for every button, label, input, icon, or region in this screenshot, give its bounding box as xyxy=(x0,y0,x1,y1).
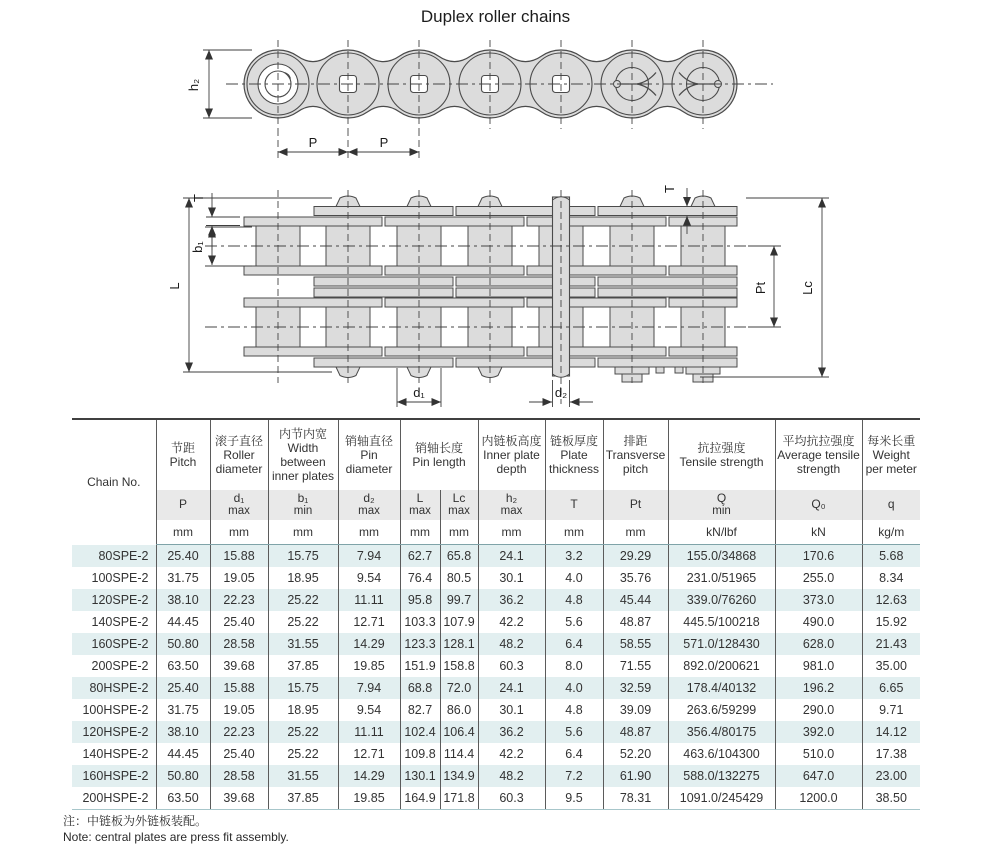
dim-label-h2: h₂ xyxy=(186,78,201,92)
value-cell: 42.2 xyxy=(478,743,545,765)
value-cell: 7.94 xyxy=(338,677,400,699)
duplex-chain-plan xyxy=(244,196,737,382)
value-cell: 60.3 xyxy=(478,787,545,810)
value-cell: 25.22 xyxy=(268,721,338,743)
value-cell: 12.71 xyxy=(338,611,400,633)
column-header-5: 内链板高度 Inner plate depth xyxy=(478,419,545,490)
value-cell: 647.0 xyxy=(775,765,862,787)
value-cell: 1200.0 xyxy=(775,787,862,810)
value-cell: 5.6 xyxy=(545,611,603,633)
value-cell: 48.2 xyxy=(478,633,545,655)
page-title: Duplex roller chains xyxy=(420,7,571,26)
value-cell: 61.90 xyxy=(603,765,668,787)
dim-label-T-right: T xyxy=(662,185,677,193)
value-cell: 23.00 xyxy=(862,765,920,787)
column-header-10: 每米长重 Weight per meter xyxy=(862,419,920,490)
value-cell: 102.4 xyxy=(400,721,440,743)
unit-header-3: mm xyxy=(338,520,400,545)
value-cell: 36.2 xyxy=(478,721,545,743)
value-cell: 3.2 xyxy=(545,545,603,568)
chain-no-cell: 200SPE-2 xyxy=(91,659,149,673)
unit-header-1: mm xyxy=(210,520,268,545)
value-cell: 981.0 xyxy=(775,655,862,677)
value-cell: 18.95 xyxy=(268,699,338,721)
outer-plate xyxy=(598,288,737,297)
value-cell: 25.40 xyxy=(156,677,210,699)
dim-label-b1: b₁ xyxy=(190,241,205,253)
value-cell: 9.5 xyxy=(545,787,603,810)
value-cell: 48.2 xyxy=(478,765,545,787)
chain-no-cell: 160SPE-2 xyxy=(91,637,149,651)
column-header-2: 内节内宽 Width between inner plates xyxy=(268,419,338,490)
outer-plate xyxy=(314,277,453,286)
chain-no-cell: 200HSPE-2 xyxy=(72,787,156,810)
value-cell: 38.10 xyxy=(156,721,210,743)
inner-plate xyxy=(527,217,666,226)
value-cell: 65.8 xyxy=(440,545,478,568)
dim-label-Lc: Lc xyxy=(800,281,815,295)
value-cell: 36.2 xyxy=(478,589,545,611)
value-cell: 63.50 xyxy=(156,787,210,810)
value-cell: 45.44 xyxy=(603,589,668,611)
column-header-0: 节距 Pitch xyxy=(156,419,210,490)
inner-plate xyxy=(527,298,666,307)
value-cell: 5.6 xyxy=(545,721,603,743)
value-cell: 25.22 xyxy=(268,743,338,765)
value-cell: 9.54 xyxy=(338,699,400,721)
value-cell: 14.29 xyxy=(338,633,400,655)
unit-header-9: kN/lbf xyxy=(668,520,775,545)
value-cell: 15.75 xyxy=(268,545,338,568)
value-cell: 109.8 xyxy=(400,743,440,765)
outer-plate xyxy=(456,288,595,297)
value-cell: 38.10 xyxy=(156,589,210,611)
outer-plate xyxy=(456,277,595,286)
value-cell: 44.45 xyxy=(156,743,210,765)
value-cell: 42.2 xyxy=(478,611,545,633)
value-cell: 128.1 xyxy=(440,633,478,655)
value-cell: 31.55 xyxy=(268,765,338,787)
column-header-9: 平均抗拉强度 Average tensile strength xyxy=(775,419,862,490)
value-cell: 22.23 xyxy=(210,721,268,743)
inner-plate xyxy=(244,217,382,226)
chain-no-cell: 80SPE-2 xyxy=(98,548,149,563)
value-cell: 373.0 xyxy=(775,589,862,611)
value-cell: 445.5/100218 xyxy=(668,611,775,633)
value-cell: 4.8 xyxy=(545,589,603,611)
symbol-header-7: T xyxy=(545,490,603,520)
unit-header-5: mm xyxy=(440,520,478,545)
footnote-en: Note: central plates are press fit assembly. xyxy=(63,830,289,845)
value-cell: 28.58 xyxy=(210,765,268,787)
value-cell: 82.7 xyxy=(400,699,440,721)
value-cell: 171.8 xyxy=(440,787,478,810)
value-cell: 263.6/59299 xyxy=(668,699,775,721)
value-cell: 339.0/76260 xyxy=(668,589,775,611)
value-cell: 1091.0/245429 xyxy=(668,787,775,810)
dim-label-Pt: Pt xyxy=(753,281,768,295)
chain-no-header: Chain No. xyxy=(87,475,141,490)
column-header-3: 销轴直径 Pin diameter xyxy=(338,419,400,490)
value-cell: 8.0 xyxy=(545,655,603,677)
value-cell: 72.0 xyxy=(440,677,478,699)
table-row xyxy=(72,655,920,677)
value-cell: 9.54 xyxy=(338,567,400,589)
table-row xyxy=(72,611,920,633)
dim-label-T-left: T xyxy=(191,194,206,202)
value-cell: 25.22 xyxy=(268,611,338,633)
value-cell: 19.85 xyxy=(338,787,400,810)
value-cell: 392.0 xyxy=(775,721,862,743)
value-cell: 44.45 xyxy=(156,611,210,633)
value-cell: 130.1 xyxy=(400,765,440,787)
value-cell: 134.9 xyxy=(440,765,478,787)
value-cell: 19.85 xyxy=(338,655,400,677)
table-row xyxy=(72,699,920,721)
dim-label-p-left: P xyxy=(308,135,318,150)
value-cell: 76.4 xyxy=(400,567,440,589)
value-cell: 30.1 xyxy=(478,699,545,721)
value-cell: 231.0/51965 xyxy=(668,567,775,589)
table-row xyxy=(72,633,920,655)
value-cell: 30.1 xyxy=(478,567,545,589)
symbol-header-0: P xyxy=(156,490,210,520)
value-cell: 588.0/132275 xyxy=(668,765,775,787)
value-cell: 11.11 xyxy=(338,721,400,743)
value-cell: 48.87 xyxy=(603,721,668,743)
value-cell: 628.0 xyxy=(775,633,862,655)
value-cell: 31.75 xyxy=(156,699,210,721)
value-cell: 15.88 xyxy=(210,545,268,568)
value-cell: 12.63 xyxy=(862,589,920,611)
value-cell: 107.9 xyxy=(440,611,478,633)
symbol-header-4: L max xyxy=(400,490,440,520)
spec-table-wrap xyxy=(72,418,920,810)
chain-no-cell: 80HSPE-2 xyxy=(89,681,149,695)
table-row xyxy=(72,765,920,787)
inner-plate xyxy=(527,347,666,356)
value-cell: 158.8 xyxy=(440,655,478,677)
unit-header-7: mm xyxy=(545,520,603,545)
table-row xyxy=(72,787,920,810)
value-cell: 19.05 xyxy=(210,699,268,721)
footnotes xyxy=(63,813,289,845)
value-cell: 86.0 xyxy=(440,699,478,721)
value-cell: 11.11 xyxy=(338,589,400,611)
value-cell: 164.9 xyxy=(400,787,440,810)
value-cell: 95.8 xyxy=(400,589,440,611)
value-cell: 22.23 xyxy=(210,589,268,611)
value-cell: 50.80 xyxy=(156,765,210,787)
value-cell: 19.05 xyxy=(210,567,268,589)
footnote-cn: 注：中链板为外链板装配。 xyxy=(63,814,208,828)
value-cell: 15.75 xyxy=(268,677,338,699)
table-row xyxy=(72,589,920,611)
inner-plate xyxy=(385,217,524,226)
value-cell: 99.7 xyxy=(440,589,478,611)
value-cell: 31.55 xyxy=(268,633,338,655)
outer-plate xyxy=(314,358,453,367)
side-view-drawing xyxy=(0,28,991,168)
inner-plate xyxy=(385,298,524,307)
inner-plate xyxy=(244,347,382,356)
value-cell: 8.34 xyxy=(862,567,920,589)
value-cell: 29.29 xyxy=(603,545,668,568)
value-cell: 25.22 xyxy=(268,589,338,611)
symbol-header-8: Pt xyxy=(603,490,668,520)
value-cell: 14.29 xyxy=(338,765,400,787)
value-cell: 155.0/34868 xyxy=(668,545,775,568)
value-cell: 80.5 xyxy=(440,567,478,589)
unit-header-4: mm xyxy=(400,520,440,545)
value-cell: 7.94 xyxy=(338,545,400,568)
value-cell: 18.95 xyxy=(268,567,338,589)
value-cell: 48.87 xyxy=(603,611,668,633)
value-cell: 15.92 xyxy=(862,611,920,633)
value-cell: 32.59 xyxy=(603,677,668,699)
value-cell: 21.43 xyxy=(862,633,920,655)
column-header-7: 排距 Transverse pitch xyxy=(603,419,668,490)
unit-header-8: mm xyxy=(603,520,668,545)
value-cell: 463.6/104300 xyxy=(668,743,775,765)
inner-plate xyxy=(244,298,382,307)
value-cell: 71.55 xyxy=(603,655,668,677)
plan-view-drawing xyxy=(0,168,991,415)
value-cell: 52.20 xyxy=(603,743,668,765)
value-cell: 170.6 xyxy=(775,545,862,568)
value-cell: 4.8 xyxy=(545,699,603,721)
value-cell: 68.8 xyxy=(400,677,440,699)
unit-header-0: mm xyxy=(156,520,210,545)
value-cell: 106.4 xyxy=(440,721,478,743)
chain-no-cell: 140SPE-2 xyxy=(91,615,149,629)
value-cell: 4.0 xyxy=(545,567,603,589)
chain-no-cell: 100SPE-2 xyxy=(91,571,149,585)
value-cell: 39.09 xyxy=(603,699,668,721)
value-cell: 78.31 xyxy=(603,787,668,810)
outer-plate xyxy=(456,207,595,216)
value-cell: 196.2 xyxy=(775,677,862,699)
value-cell: 178.4/40132 xyxy=(668,677,775,699)
value-cell: 37.85 xyxy=(268,787,338,810)
outer-plate xyxy=(314,288,453,297)
table-row xyxy=(72,743,920,765)
table-row xyxy=(72,545,920,568)
dim-label-d2: d₂ xyxy=(554,385,568,400)
unit-header-2: mm xyxy=(268,520,338,545)
inner-plate xyxy=(244,266,382,275)
value-cell: 58.55 xyxy=(603,633,668,655)
symbol-header-3: d₂ max xyxy=(338,490,400,520)
value-cell: 35.00 xyxy=(862,655,920,677)
table-row xyxy=(72,677,920,699)
column-header-8: 抗拉强度 Tensile strength xyxy=(668,419,775,490)
inner-plate xyxy=(385,347,524,356)
value-cell: 31.75 xyxy=(156,567,210,589)
value-cell: 38.50 xyxy=(862,787,920,810)
chain-no-cell: 160HSPE-2 xyxy=(82,769,149,783)
outer-plate xyxy=(598,277,737,286)
value-cell: 103.3 xyxy=(400,611,440,633)
value-cell: 25.40 xyxy=(210,611,268,633)
value-cell: 123.3 xyxy=(400,633,440,655)
value-cell: 62.7 xyxy=(400,545,440,568)
spec-table xyxy=(72,418,920,810)
value-cell: 290.0 xyxy=(775,699,862,721)
dim-label-L: L xyxy=(167,282,182,290)
value-cell: 6.4 xyxy=(545,743,603,765)
value-cell: 17.38 xyxy=(862,743,920,765)
symbol-header-10: Q₀ xyxy=(775,490,862,520)
value-cell: 15.88 xyxy=(210,677,268,699)
value-cell: 356.4/80175 xyxy=(668,721,775,743)
chain-no-cell: 140HSPE-2 xyxy=(82,747,149,761)
table-row xyxy=(72,721,920,743)
value-cell: 4.0 xyxy=(545,677,603,699)
outer-plate xyxy=(314,207,453,216)
value-cell: 7.2 xyxy=(545,765,603,787)
symbol-header-2: b₁ min xyxy=(268,490,338,520)
outer-plate xyxy=(456,358,595,367)
value-cell: 6.4 xyxy=(545,633,603,655)
outer-plate xyxy=(598,207,737,216)
value-cell: 63.50 xyxy=(156,655,210,677)
chain-no-cell: 120HSPE-2 xyxy=(82,725,149,739)
symbol-header-6: h₂ max xyxy=(478,490,545,520)
dim-label-p-right: P xyxy=(379,135,389,150)
value-cell: 24.1 xyxy=(478,677,545,699)
value-cell: 25.40 xyxy=(210,743,268,765)
value-cell: 39.68 xyxy=(210,787,268,810)
chain-no-cell: 120SPE-2 xyxy=(91,593,149,607)
symbol-header-11: q xyxy=(862,490,920,520)
unit-header-10: kN xyxy=(775,520,862,545)
chain-no-cell: 100HSPE-2 xyxy=(82,703,149,717)
value-cell: 37.85 xyxy=(268,655,338,677)
column-header-4: 销轴长度 Pin length xyxy=(400,419,478,490)
inner-plate xyxy=(385,266,524,275)
column-header-1: 滚子直径 Roller diameter xyxy=(210,419,268,490)
value-cell: 14.12 xyxy=(862,721,920,743)
value-cell: 571.0/128430 xyxy=(668,633,775,655)
value-cell: 28.58 xyxy=(210,633,268,655)
value-cell: 9.71 xyxy=(862,699,920,721)
value-cell: 6.65 xyxy=(862,677,920,699)
value-cell: 60.3 xyxy=(478,655,545,677)
value-cell: 12.71 xyxy=(338,743,400,765)
symbol-header-5: Lc max xyxy=(440,490,478,520)
value-cell: 151.9 xyxy=(400,655,440,677)
value-cell: 490.0 xyxy=(775,611,862,633)
inner-plate xyxy=(527,266,666,275)
symbol-header-9: Q min xyxy=(668,490,775,520)
unit-header-11: kg/m xyxy=(862,520,920,545)
value-cell: 510.0 xyxy=(775,743,862,765)
unit-header-6: mm xyxy=(478,520,545,545)
value-cell: 114.4 xyxy=(440,743,478,765)
table-row xyxy=(72,567,920,589)
value-cell: 255.0 xyxy=(775,567,862,589)
value-cell: 39.68 xyxy=(210,655,268,677)
value-cell: 50.80 xyxy=(156,633,210,655)
dim-label-d1: d₁ xyxy=(413,385,425,400)
value-cell: 35.76 xyxy=(603,567,668,589)
column-header-6: 链板厚度 Plate thickness xyxy=(545,419,603,490)
value-cell: 25.40 xyxy=(156,545,210,568)
value-cell: 24.1 xyxy=(478,545,545,568)
value-cell: 892.0/200621 xyxy=(668,655,775,677)
value-cell: 5.68 xyxy=(862,545,920,568)
outer-plate xyxy=(598,358,737,367)
symbol-header-1: d₁ max xyxy=(210,490,268,520)
